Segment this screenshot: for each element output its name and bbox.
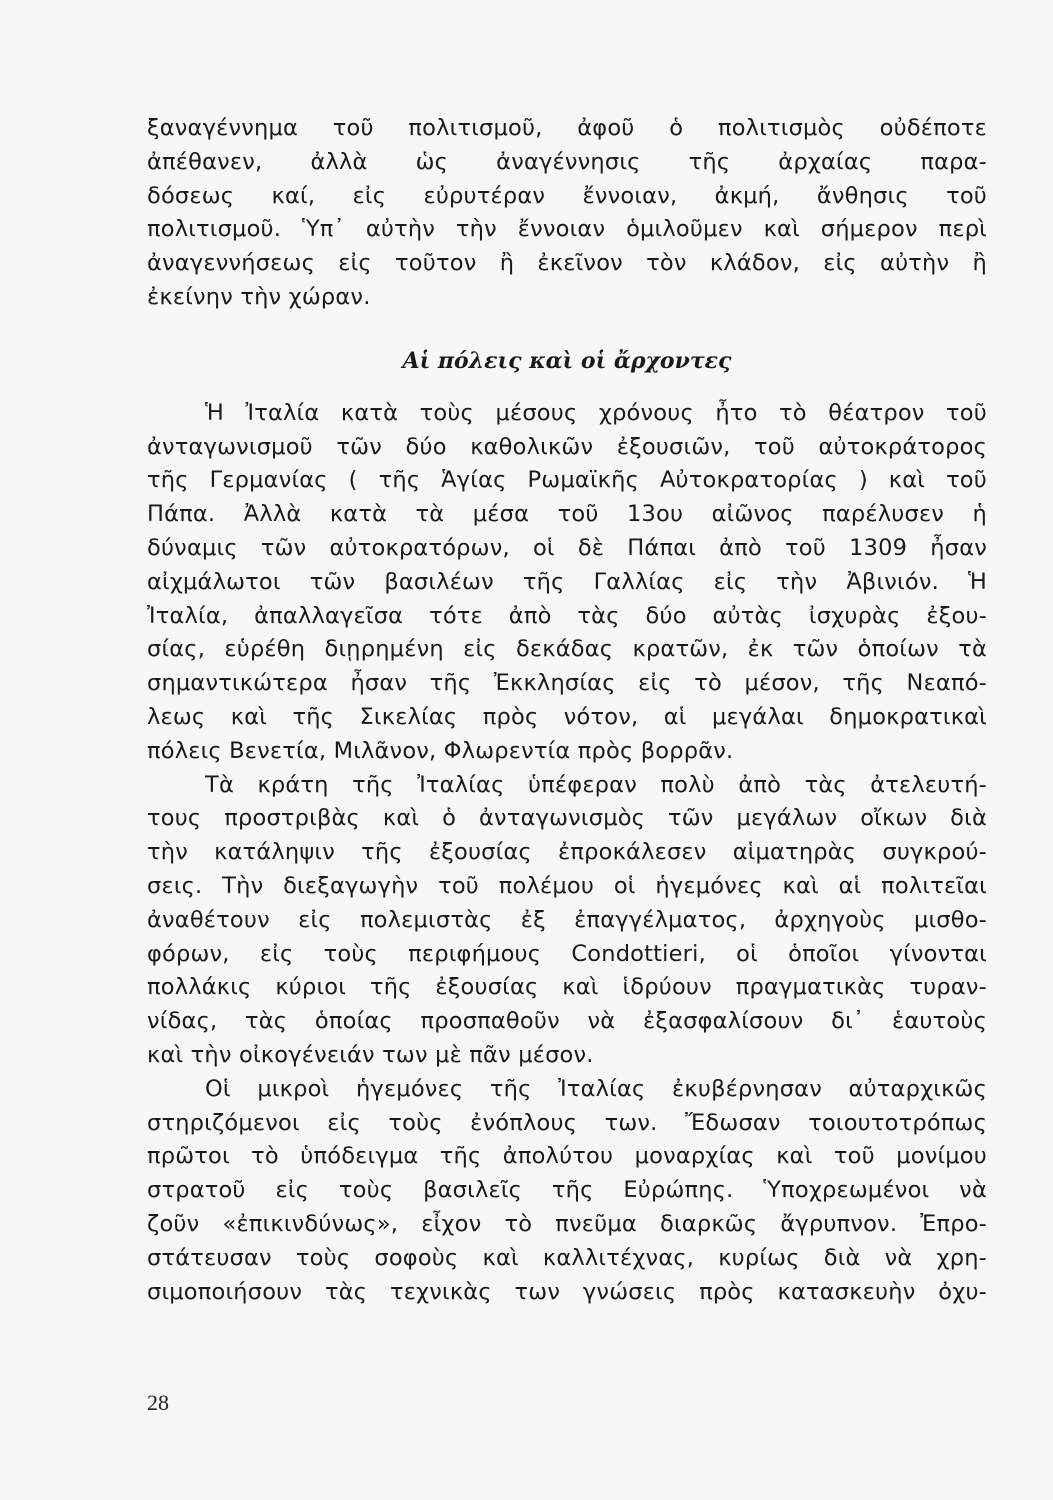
text-line: ἀπέθανεν, ἀλλὰ ὡς ἀναγέννησις τῆς ἀρχαίας παρα- [147, 148, 987, 175]
page-number: 28 [147, 1390, 169, 1415]
text-line: πολιτισμοῦ. Ὑπ᾽ αὐτὴν τὴν ἔννοιαν ὁμιλοῦμεν καὶ σήμερον περὶ [147, 216, 987, 243]
paragraph-2 [147, 769, 987, 1073]
paragraph-1 [147, 397, 987, 769]
text-line: δόσεως καί, εἰς εὐρυτέραν ἔννοιαν, ἀκμή, ἄνθησις τοῦ [147, 182, 987, 209]
text-line: ἀναγεννήσεως εἰς τοῦτον ἢ ἐκεῖνον τὸν κλάδον, εἰς αὐτὴν ἢ [147, 250, 987, 277]
text-line: ἐκείνην τὴν χώραν. [147, 283, 371, 310]
text-line: πόλεις Βενετία, Μιλᾶνον, Φλωρεντία πρὸς βορρᾶν. [147, 737, 734, 764]
text-line: στάτευσαν τοὺς σοφοὺς καὶ καλλιτέχνας, κυρίως διὰ νὰ χρη- [147, 1244, 987, 1271]
text-line: πολλάκις κύριοι τῆς ἐξουσίας καὶ ἱδρύουν πραγματικὰς τυραν- [147, 974, 987, 1001]
text-line: λεως καὶ τῆς Σικελίας πρὸς νότον, αἱ μεγάλαι δημοκρατικαὶ [147, 703, 987, 730]
text-line: σημαντικώτερα ἦσαν τῆς Ἐκκλησίας εἰς τὸ μέσον, τῆς Νεαπό- [147, 670, 987, 697]
text-line: σίας, εὑρέθη διῃρημένη εἰς δεκάδας κρατῶν, ἐκ τῶν ὁποίων τὰ [147, 636, 987, 663]
text-line: πρῶτοι τὸ ὑπόδειγμα τῆς ἀπολύτου μοναρχίας καὶ τοῦ μονίμου [147, 1143, 987, 1170]
text-line: τους προστριβὰς καὶ ὁ ἀνταγωνισμὸς τῶν μεγάλων οἴκων διὰ [147, 805, 987, 832]
text-line: ξαναγέννημα τοῦ πολιτισμοῦ, ἀφοῦ ὁ πολιτισμὸς οὐδέποτε [147, 115, 987, 141]
text-line: στρατοῦ εἰς τοὺς βασιλεῖς τῆς Εὐρώπης. Ὑποχρεωμένοι νὰ [147, 1177, 987, 1204]
text-line: σεις. Τὴν διεξαγωγὴν τοῦ πολέμου οἱ ἡγεμόνες καὶ αἱ πολιτεῖαι [147, 872, 987, 899]
page-body [147, 112, 987, 1309]
text-line: Ἰταλία, ἀπαλλαγεῖσα τότε ἀπὸ τὰς δύο αὐτὰς ἰσχυρὰς ἐξου- [147, 602, 987, 629]
intro-paragraph [147, 112, 987, 315]
text-line: Πάπα. Ἀλλὰ κατὰ τὰ μέσα τοῦ 13ου αἰῶνος παρέλυσεν ἡ [147, 501, 987, 528]
text-line: Οἱ μικροὶ ἡγεμόνες τῆς Ἰταλίας ἐκυβέρνησαν αὐταρχικῶς [205, 1075, 987, 1102]
text-line: στηριζόμενοι εἰς τοὺς ἐνόπλους των. Ἔδωσαν τοιουτοτρόπως [147, 1109, 987, 1136]
text-line: φόρων, εἰς τοὺς περιφήμους Condottieri, οἱ ὁποῖοι γίνονται [147, 940, 987, 967]
text-line: ἀναθέτουν εἰς πολεμιστὰς ἐξ ἐπαγγέλματος, ἀρχηγοὺς μισθο- [147, 906, 987, 933]
text-line: τῆς Γερμανίας ( τῆς Ἁγίας Ρωμαϊκῆς Αὐτοκρατορίας ) καὶ τοῦ [147, 467, 987, 494]
text-line: δύναμις τῶν αὐτοκρατόρων, οἱ δὲ Πάπαι ἀπὸ τοῦ 1309 ἦσαν [147, 534, 987, 561]
text-line: ζοῦν «ἐπικινδύνως», εἶχον τὸ πνεῦμα διαρκῶς ἄγρυπνον. Ἐπρο- [147, 1210, 987, 1237]
paragraph-3 [147, 1073, 987, 1310]
text-line: σιμοποιήσουν τὰς τεχνικὰς των γνώσεις πρὸς κατασκευὴν ὀχυ- [147, 1278, 987, 1305]
section-heading: Αἱ πόλεις καὶ οἱ ἄρχοντες [402, 347, 732, 374]
text-line: αἰχμάλωτοι τῶν βασιλέων τῆς Γαλλίας εἰς τὴν Ἀβινιόν. Ἡ [147, 568, 987, 595]
text-line: ἀνταγωνισμοῦ τῶν δύο καθολικῶν ἐξουσιῶν, τοῦ αὐτοκράτορος [147, 433, 987, 460]
text-line: Ἡ Ἰταλία κατὰ τοὺς μέσους χρόνους ἦτο τὸ θέατρον τοῦ [205, 399, 987, 426]
text-line: Τὰ κράτη τῆς Ἰταλίας ὑπέφεραν πολὺ ἀπὸ τὰς ἀτελευτή- [205, 771, 987, 798]
text-line: καὶ τὴν οἰκογένειάν των μὲ πᾶν μέσον. [147, 1041, 594, 1068]
text-line: τὴν κατάληψιν τῆς ἐξουσίας ἐπροκάλεσεν αἱματηρὰς συγκρού- [147, 839, 987, 866]
text-line: νίδας, τὰς ὁποίας προσπαθοῦν νὰ ἐξασφαλίσουν δι᾽ ἑαυτοὺς [147, 1008, 987, 1035]
